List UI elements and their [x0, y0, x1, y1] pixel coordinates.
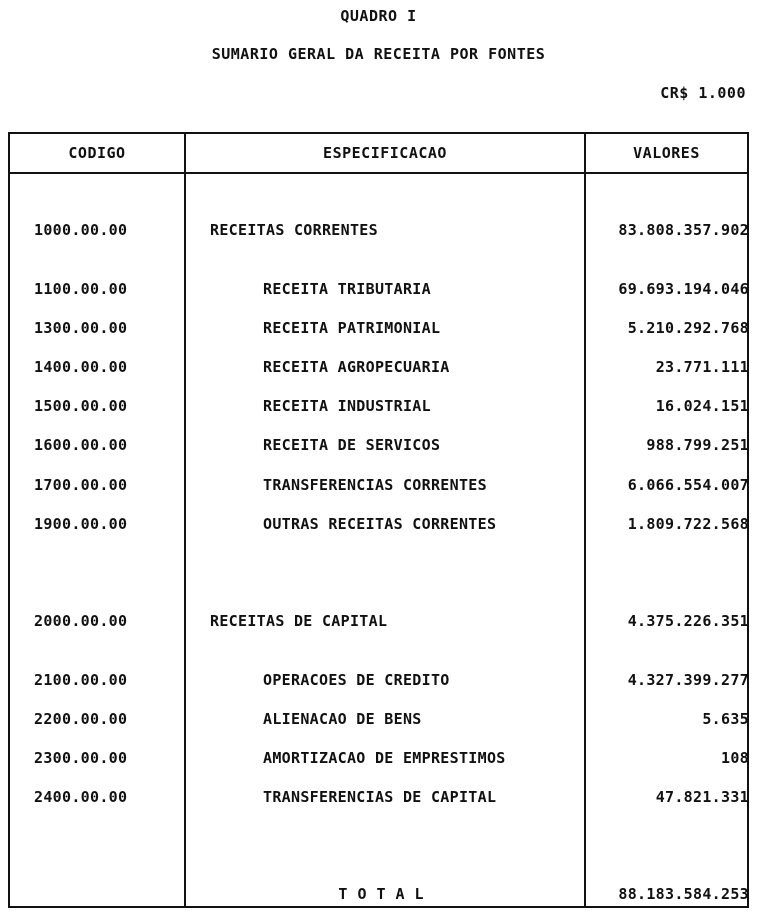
- row-specification: RECEITA DE SERVICOS: [263, 436, 441, 454]
- row-value: 108: [721, 749, 749, 767]
- total-row: [10, 884, 751, 904]
- document-title: QUADRO I: [340, 7, 417, 25]
- row-value: 1.809.722.568: [627, 515, 749, 533]
- row-code: 1000.00.00: [34, 221, 128, 239]
- table-row: [10, 396, 751, 416]
- row-specification: AMORTIZACAO DE EMPRESTIMOS: [263, 749, 506, 767]
- column-header-specification: ESPECIFICACAO: [323, 144, 447, 162]
- table-row: [10, 220, 751, 240]
- row-code: 1300.00.00: [34, 319, 128, 337]
- table-row: [10, 435, 751, 455]
- table-row: [10, 514, 751, 534]
- row-code: 2300.00.00: [34, 749, 128, 767]
- row-specification: RECEITA INDUSTRIAL: [263, 397, 431, 415]
- row-value: 83.808.357.902: [618, 221, 749, 239]
- table-row: [10, 357, 751, 377]
- row-specification: RECEITA TRIBUTARIA: [263, 280, 431, 298]
- row-specification: RECEITA AGROPECUARIA: [263, 358, 450, 376]
- row-code: 1600.00.00: [34, 436, 128, 454]
- row-code: 2000.00.00: [34, 612, 128, 630]
- row-specification: TRANSFERENCIAS CORRENTES: [263, 476, 487, 494]
- row-specification: TRANSFERENCIAS DE CAPITAL: [263, 788, 497, 806]
- row-specification: RECEITAS CORRENTES: [210, 221, 378, 239]
- row-value: 5.210.292.768: [627, 319, 749, 337]
- column-header-code: CODIGO: [68, 144, 126, 162]
- row-value: 47.821.331: [655, 788, 749, 806]
- table-row: [10, 318, 751, 338]
- row-code: 2200.00.00: [34, 710, 128, 728]
- row-specification: RECEITAS DE CAPITAL: [210, 612, 388, 630]
- row-value: 69.693.194.046: [618, 280, 749, 298]
- row-value: 23.771.111: [655, 358, 749, 376]
- row-value: 4.327.399.277: [627, 671, 749, 689]
- header-divider: [10, 172, 747, 174]
- revenue-table: [8, 132, 749, 908]
- currency-unit: CR$ 1.000: [660, 84, 746, 102]
- row-specification: RECEITA PATRIMONIAL: [263, 319, 441, 337]
- row-specification: OPERACOES DE CREDITO: [263, 671, 450, 689]
- table-row: [10, 475, 751, 495]
- row-value: 988.799.251: [646, 436, 749, 454]
- row-code: 1900.00.00: [34, 515, 128, 533]
- table-row: [10, 748, 751, 768]
- table-row: [10, 787, 751, 807]
- row-code: 1700.00.00: [34, 476, 128, 494]
- table-row: [10, 670, 751, 690]
- row-value: 5.635: [702, 710, 749, 728]
- row-code: 1400.00.00: [34, 358, 128, 376]
- total-value: 88.183.584.253: [618, 885, 749, 903]
- row-specification: OUTRAS RECEITAS CORRENTES: [263, 515, 497, 533]
- table-row: [10, 611, 751, 631]
- row-code: 2100.00.00: [34, 671, 128, 689]
- document-subtitle: SUMARIO GERAL DA RECEITA POR FONTES: [211, 45, 546, 63]
- row-value: 4.375.226.351: [627, 612, 749, 630]
- column-header-values: VALORES: [633, 144, 700, 162]
- total-label: TOTAL: [338, 885, 434, 903]
- row-value: 16.024.151: [655, 397, 749, 415]
- row-code: 2400.00.00: [34, 788, 128, 806]
- row-code: 1500.00.00: [34, 397, 128, 415]
- row-value: 6.066.554.007: [627, 476, 749, 494]
- table-row: [10, 709, 751, 729]
- row-specification: ALIENACAO DE BENS: [263, 710, 422, 728]
- table-row: [10, 279, 751, 299]
- row-code: 1100.00.00: [34, 280, 128, 298]
